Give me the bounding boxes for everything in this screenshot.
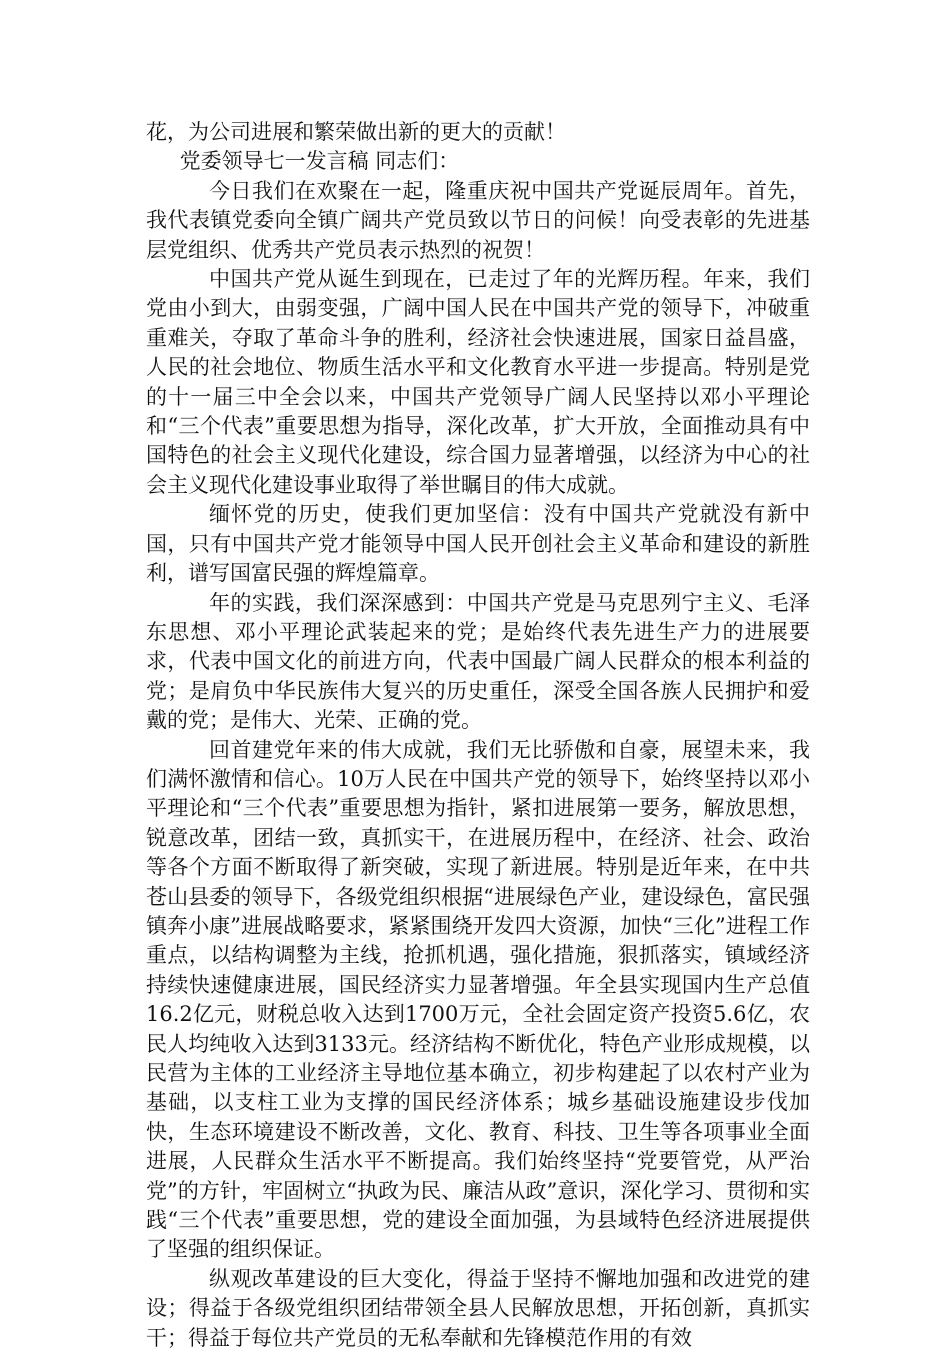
paragraph-continuation: 花，为公司进展和繁荣做出新的更大的贡献！ — [146, 120, 566, 144]
paragraph-history: 中国共产党从诞生到现在，已走过了年的光辉历程。年来，我们党由小到大，由弱变强，广阔中国人民在中国共产党的领导下，冲破重重难关，夺取了革命斗争的胜利，经济社会快速进展，国家日益昌盛，人民的社会地位、物质生活水平和文化教育水平进一步提高。特别是党的十一届三中全会以来，中国共产党领导广阔人民坚持以邓小平理论和“三个代表”重要思想为指导，深化改革，扩大开放，全面推动具有中国特色的社会主义现代化建设，综合国力显著增强，以经济为中心的社会主义现代化建设事业取得了举世瞩目的伟大成就。 — [146, 267, 810, 497]
paragraph-heading-greeting: 党委领导七一发言稿 同志们： — [179, 149, 460, 174]
paragraph-summary: 纵观改革建设的巨大变化，得益于坚持不懈地加强和改进党的建设；得益于各级党组织团结带领全县人民解放思想，开拓创新，真抓实干；得益于每位共产党员的无私奉献和先锋模范作用的有效 — [146, 1266, 810, 1350]
paragraph-opening: 今日我们在欢聚在一起，隆重庆祝中国共产党诞辰周年。首先，我代表镇党委向全镇广阔共产党员致以节日的问候！向受表彰的先进基层党组织、优秀共产党员表示热烈的祝贺！ — [146, 178, 810, 262]
paragraph-conviction: 缅怀党的历史，使我们更加坚信：没有中国共产党就没有新中国，只有中国共产党才能领导中国人民开创社会主义革命和建设的新胜利，谱写国富民强的辉煌篇章。 — [146, 502, 810, 586]
paragraph-achievements: 回首建党年来的伟大成就，我们无比骄傲和自豪，展望未来，我们满怀激情和信心。10万人民在中国共产党的领导下，始终坚持以邓小平理论和“三个代表”重要思想为指针，紧扣进展第一要务，解放思想，锐意改革，团结一致，真抓实干，在进展历程中，在经济、社会、政治等各个方面不断取得了新突破，实现了新进展。特别是近年来，在中共苍山县委的领导下，各级党组织根据“进展绿色产业，建设绿色，富民强镇奔小康”进展战略要求，紧紧围绕开发四大资源，加快“三化”进程工作重点，以结构调整为主线，抢抓机遇，强化措施，狠抓落实，镇域经济持续快速健康进展，国民经济实力显著增强。年全县实现国内生产总值16.2亿元，财税总收入达到1700万元，全社会固定资产投资5.6亿，农民人均纯收入达到3133元。经济结构不断优化，特色产业形成规模，以民营为主体的工业经济主导地位基本确立，初步构建起了以农村产业为基础，以支柱工业为支撑的国民经济体系；城乡基础设施建设步伐加快，生态环境建设不断改善，文化、教育、科技、卫生等各项事业全面进展，人民群众生活水平不断提高。我们始终坚持“党要管党，从严治党”的方针，牢固树立“执政为民、廉洁从政”意识，深化学习、贯彻和实践“三个代表”重要思想，党的建设全面加强，为县域特色经济进展提供了坚强的组织保证。 — [146, 737, 810, 1262]
paragraph-practice: 年的实践，我们深深感到：中国共产党是马克思列宁主义、毛泽东思想、邓小平理论武装起来的党；是始终代表先进生产力的进展要求，代表中国文化的前进方向，代表中国最广阔人民群众的根本利益的党；是肩负中华民族伟大复兴的历史重任，深受全国各族人民拥护和爱戴的党；是伟大、光荣、正确的党。 — [146, 590, 810, 733]
document-page — [146, 118, 810, 1353]
